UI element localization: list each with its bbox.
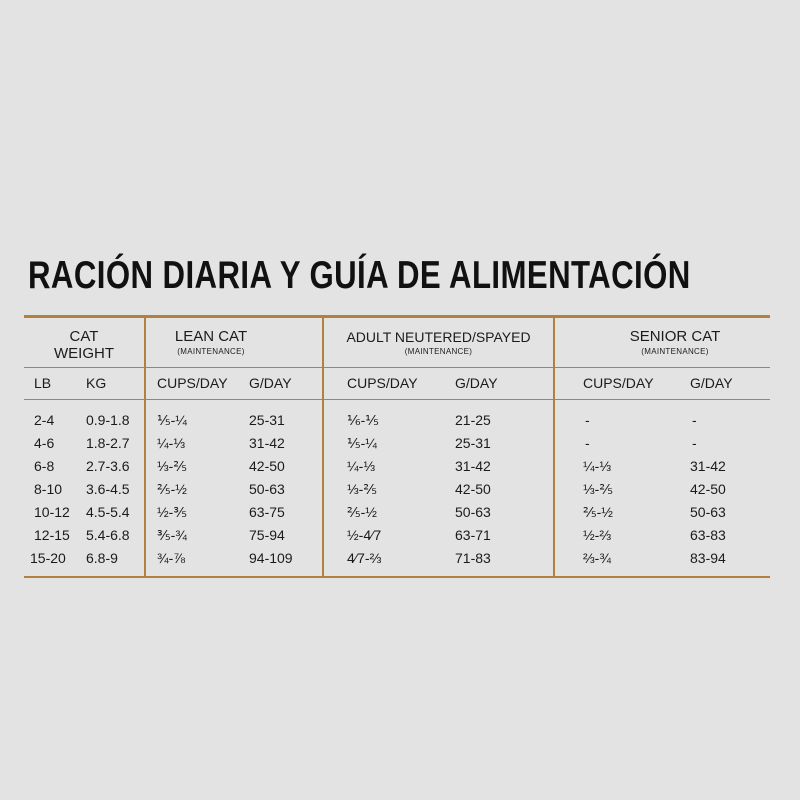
cell-senior-cups: ⅔-¾ [583, 550, 612, 566]
cell-adult-grams: 31-42 [455, 458, 491, 474]
cell-senior-grams: 42-50 [690, 481, 726, 497]
table-row [0, 527, 800, 549]
cell-lean-cups: ¾-⅞ [157, 550, 186, 566]
cell-lb: 2-4 [34, 412, 55, 428]
header-adult-neutered: ADULT NEUTERED/SPAYED [346, 329, 531, 345]
cell-kg: 5.4-6.8 [86, 527, 130, 543]
column-header-lb: LB [34, 375, 52, 391]
cell-lean-grams: 75-94 [249, 527, 285, 543]
cell-kg: 3.6-4.5 [86, 481, 130, 497]
column-header-senior-cups: CUPS/DAY [583, 375, 654, 391]
table-bottom-rule [24, 576, 770, 578]
cell-adult-cups: ⅕-¼ [347, 435, 377, 451]
cell-lean-grams: 50-63 [249, 481, 285, 497]
cell-lb: 15-20 [30, 550, 66, 566]
cell-adult-grams: 63-71 [455, 527, 491, 543]
cell-adult-grams: 21-25 [455, 412, 491, 428]
header-adult-neutered-sub: (MAINTENANCE) [404, 347, 473, 356]
cell-adult-cups: ⅓-⅖ [347, 481, 377, 497]
cell-adult-grams: 71-83 [455, 550, 491, 566]
table-top-rule [24, 315, 770, 318]
header-divider [24, 367, 770, 368]
cell-lb: 8-10 [34, 481, 63, 497]
cell-lean-cups: ⅓-⅖ [157, 458, 187, 474]
header-cat-weight-line2: WEIGHT [54, 345, 114, 362]
cell-lean-grams: 31-42 [249, 435, 285, 451]
table-row [0, 412, 800, 434]
subheader-divider [24, 399, 770, 400]
cell-senior-cups: ⅓-⅖ [583, 481, 613, 497]
cell-senior-cups: ½-⅔ [583, 527, 612, 543]
cell-senior-grams: 63-83 [690, 527, 726, 543]
header-senior-cat-sub: (MAINTENANCE) [641, 347, 709, 356]
cell-lb: 4-6 [34, 435, 55, 451]
cell-adult-cups: ⅖-½ [347, 504, 377, 520]
column-header-lean-cups: CUPS/DAY [157, 375, 228, 391]
cell-kg: 2.7-3.6 [86, 458, 130, 474]
table-row [0, 550, 800, 572]
table-row [0, 504, 800, 526]
cell-senior-cups: - [585, 435, 590, 451]
cell-lb: 12-15 [34, 527, 70, 543]
page-title: RACIÓN DIARIA Y GUÍA DE ALIMENTACIÓN [28, 254, 691, 297]
cell-adult-grams: 25-31 [455, 435, 491, 451]
header-senior-cat: SENIOR CAT [629, 328, 721, 345]
cell-senior-grams: 31-42 [690, 458, 726, 474]
cell-adult-cups: ½-4⁄7 [347, 527, 382, 543]
column-header-senior-grams: G/DAY [690, 375, 733, 391]
table-row [0, 458, 800, 480]
table-row [0, 481, 800, 503]
cell-senior-cups: ¼-⅓ [583, 458, 612, 474]
cell-lean-grams: 63-75 [249, 504, 285, 520]
cell-lean-cups: ⅕-¼ [157, 412, 187, 428]
cell-senior-grams: - [692, 412, 697, 428]
cell-adult-cups: ¼-⅓ [347, 458, 376, 474]
cell-adult-grams: 42-50 [455, 481, 491, 497]
cell-senior-grams: - [692, 435, 697, 451]
cell-lb: 10-12 [34, 504, 70, 520]
column-header-kg: KG [86, 375, 107, 391]
cell-lean-grams: 94-109 [249, 550, 293, 566]
cell-adult-cups: ⅙-⅕ [347, 412, 379, 428]
header-lean-cat-sub: (MAINTENANCE) [177, 347, 245, 356]
cell-lean-cups: ¼-⅓ [157, 435, 186, 451]
column-header-adult-cups: CUPS/DAY [347, 375, 418, 391]
table-row [0, 435, 800, 457]
cell-adult-grams: 50-63 [455, 504, 491, 520]
column-header-adult-grams: G/DAY [455, 375, 498, 391]
cell-lean-grams: 42-50 [249, 458, 285, 474]
cell-kg: 0.9-1.8 [86, 412, 130, 428]
cell-senior-grams: 50-63 [690, 504, 726, 520]
cell-senior-cups: - [585, 412, 590, 428]
cell-lean-grams: 25-31 [249, 412, 285, 428]
cell-senior-cups: ⅖-½ [583, 504, 613, 520]
cell-kg: 6.8-9 [86, 550, 118, 566]
cell-lb: 6-8 [34, 458, 55, 474]
cell-adult-cups: 4⁄7-⅔ [347, 550, 382, 566]
column-header-lean-grams: G/DAY [249, 375, 292, 391]
cell-kg: 4.5-5.4 [86, 504, 130, 520]
cell-kg: 1.8-2.7 [86, 435, 130, 451]
cell-lean-cups: ½-⅗ [157, 504, 187, 520]
cell-senior-grams: 83-94 [690, 550, 726, 566]
header-cat-weight-line1: CAT [69, 328, 99, 345]
header-lean-cat: LEAN CAT [174, 328, 248, 345]
cell-lean-cups: ⅗-¾ [157, 527, 187, 543]
cell-lean-cups: ⅖-½ [157, 481, 187, 497]
